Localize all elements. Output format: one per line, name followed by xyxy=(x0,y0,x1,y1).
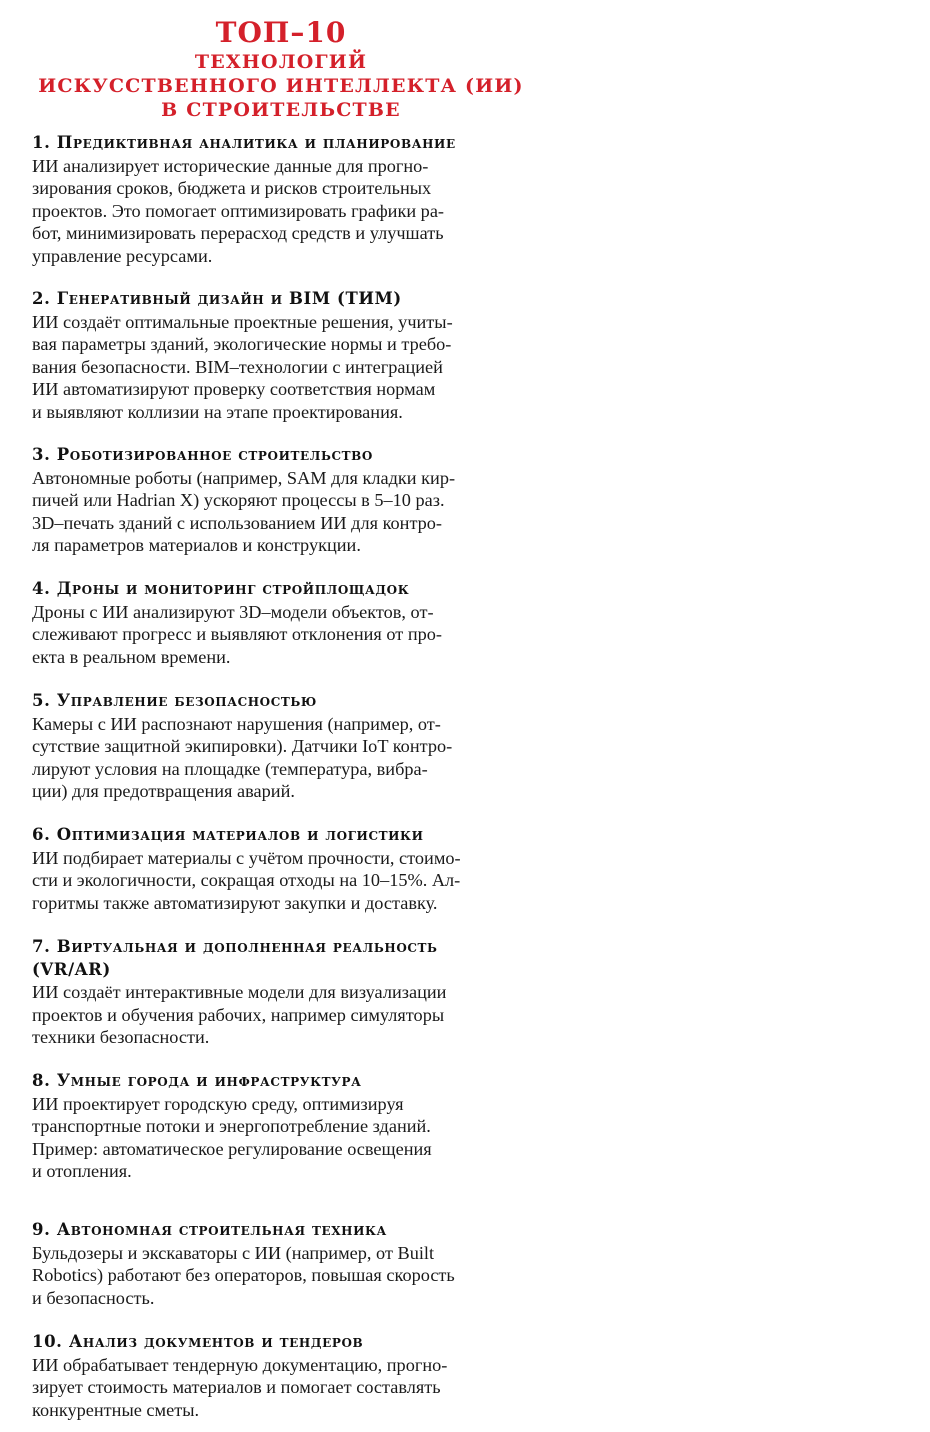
body-line: ИИ создаёт оптимальные проектные решения, учиты- xyxy=(32,311,453,332)
item-heading: 7. Виртуальная и дополненная реальность xyxy=(32,937,438,956)
item-body xyxy=(32,981,552,1049)
list-item-3 xyxy=(32,444,552,557)
body-line: сти и экологичности, сокращая отходы на 10–15%. Ал- xyxy=(32,870,461,890)
body-line: ИИ проектирует городскую среду, оптимизируя xyxy=(32,1093,404,1114)
list-item-4 xyxy=(32,578,552,668)
item-body xyxy=(32,1093,552,1183)
body-line: проектов и обучения рабочих, например симуляторы xyxy=(32,1004,445,1025)
item-body xyxy=(32,601,552,669)
body-line: зирования сроков, бюджета и рисков строительных xyxy=(32,178,432,198)
list-item-5 xyxy=(32,690,552,803)
list-item-10 xyxy=(32,1331,552,1421)
body-line: 3D–печать зданий с использованием ИИ для контро- xyxy=(32,512,443,533)
body-line: ИИ подбирает материалы с учётом прочности, стоимо- xyxy=(32,847,461,868)
item-body xyxy=(32,1354,552,1422)
body-line: вая параметры зданий, экологические нормы и требо- xyxy=(32,334,452,354)
item-heading: 2. Генеративный дизайн и BIM (ТИМ) xyxy=(32,289,402,308)
list-item-8 xyxy=(32,1070,552,1183)
item-body xyxy=(32,1242,552,1310)
page-title xyxy=(0,16,562,122)
body-line: ля параметров материалов и конструкции. xyxy=(32,535,361,555)
item-body xyxy=(32,311,552,424)
body-line: Автономные роботы (например, SAM для кладки кир- xyxy=(32,467,456,488)
list-item-6 xyxy=(32,824,552,914)
body-line: слеживают прогресс и выявляют отклонения от про- xyxy=(32,624,442,644)
body-line: ИИ автоматизируют проверку соответствия нормам xyxy=(32,379,436,399)
item-heading: 8. Умные города и инфраструктура xyxy=(32,1071,362,1090)
item-heading: 5. Управление безопасностью xyxy=(32,691,317,710)
item-body xyxy=(32,155,552,268)
body-line: Дроны с ИИ анализируют 3D–модели объектов, от- xyxy=(32,601,434,622)
title-line-2: ИСКУССТВЕННОГО ИНТЕЛЛЕКТА (ИИ) xyxy=(38,75,524,97)
body-line: бот, минимизировать перерасход средств и улучшать xyxy=(32,223,444,243)
body-line: сутствие защитной экипировки). Датчики IoT контро- xyxy=(32,736,453,756)
body-line: и выявляют коллизии на этапе проектирования. xyxy=(32,401,403,422)
body-line: конкурентные сметы. xyxy=(32,1399,200,1420)
body-line: ИИ создаёт интерактивные модели для визуализации xyxy=(32,982,447,1002)
body-line: Robotics) работают без операторов, повышая скорость xyxy=(32,1265,455,1285)
item-heading-cont: (VR/AR) xyxy=(32,959,111,979)
item-body xyxy=(32,847,552,915)
body-line: ции) для предотвращения аварий. xyxy=(32,781,295,801)
item-heading: 6. Оптимизация материалов и логистики xyxy=(32,825,424,844)
item-heading: 10. Анализ документов и тендеров xyxy=(32,1332,364,1351)
body-line: екта в реальном времени. xyxy=(32,646,231,667)
body-line: пичей или Hadrian X) ускоряют процессы в 5–10 раз. xyxy=(32,490,445,510)
body-line: Бульдозеры и экскаваторы с ИИ (например, от Built xyxy=(32,1242,435,1263)
body-line: горитмы также автоматизируют закупки и доставку. xyxy=(32,892,438,913)
body-line: Камеры с ИИ распознают нарушения (например, от- xyxy=(32,713,441,734)
list-item-9 xyxy=(32,1219,552,1309)
item-heading: 1. Предиктивная аналитика и планирование xyxy=(32,133,456,152)
body-line: зирует стоимость материалов и помогает составлять xyxy=(32,1377,441,1397)
body-line: лируют условия на площадке (температура, вибра- xyxy=(32,758,428,779)
body-line: Пример: автоматическое регулирование освещения xyxy=(32,1138,432,1159)
title-line-3: В СТРОИТЕЛЬСТВЕ xyxy=(161,99,401,121)
title-main: ТОП–10 xyxy=(215,16,347,49)
list-item-7 xyxy=(32,936,552,1049)
item-heading: 3. Роботизированное строительство xyxy=(32,445,373,464)
body-line: и безопасность. xyxy=(32,1287,155,1308)
body-line: и отопления. xyxy=(32,1161,132,1181)
list-item-2 xyxy=(32,288,552,423)
body-line: управление ресурсами. xyxy=(32,245,213,266)
body-line: транспортные потоки и энергопотребление зданий. xyxy=(32,1116,431,1136)
item-heading: 4. Дроны и мониторинг стройплощадок xyxy=(32,579,410,598)
list-item-1 xyxy=(32,132,552,267)
item-body xyxy=(32,713,552,803)
body-line: ИИ анализирует исторические данные для прогно- xyxy=(32,155,429,176)
body-line: вания безопасности. BIM–технологии с интеграцией xyxy=(32,356,443,377)
item-heading: 9. Автономная строительная техника xyxy=(32,1220,387,1239)
title-line-1: ТЕХНОЛОГИЙ xyxy=(194,51,368,73)
item-body xyxy=(32,467,552,557)
body-line: техники безопасности. xyxy=(32,1027,210,1047)
body-line: проектов. Это помогает оптимизировать графики ра- xyxy=(32,200,445,221)
body-line: ИИ обрабатывает тендерную документацию, прогно- xyxy=(32,1354,448,1375)
